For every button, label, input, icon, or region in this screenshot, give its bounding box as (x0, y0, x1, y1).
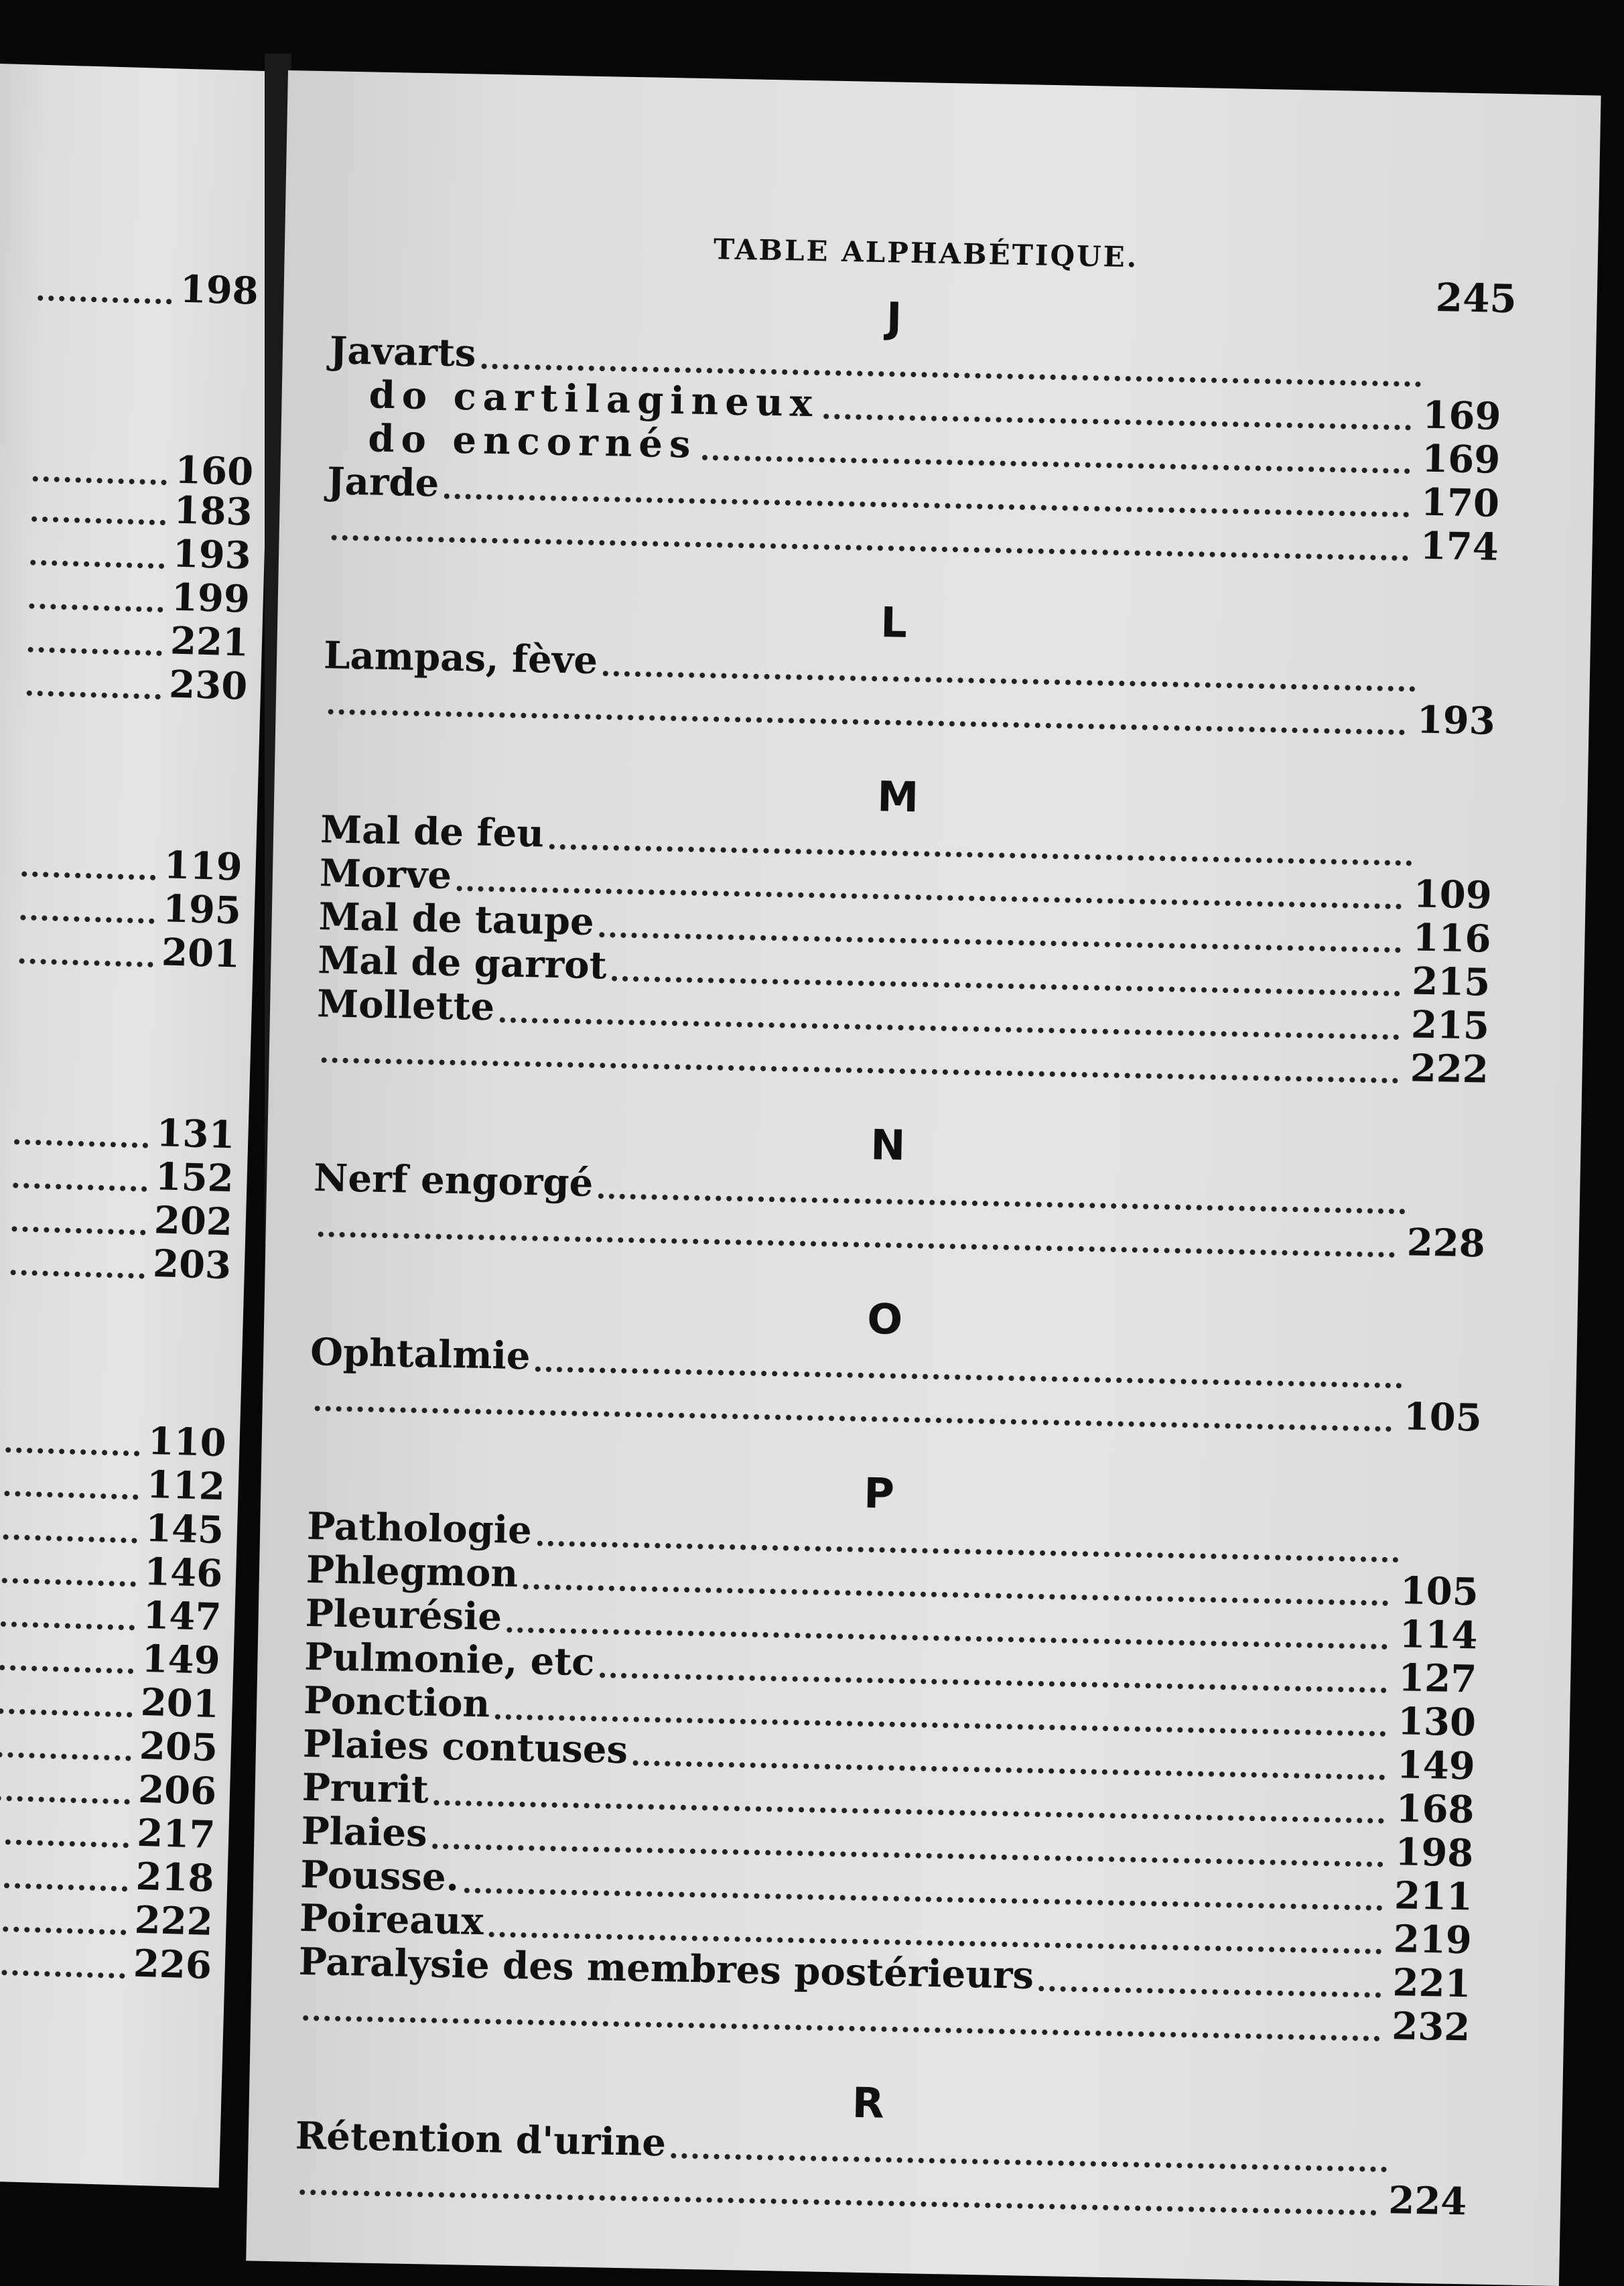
entry-label: Ophtalmie (310, 1329, 531, 1379)
entry-page-number: 193 (1416, 697, 1496, 744)
left-page-number: 145 (145, 1505, 224, 1553)
dot-leader (0, 1665, 133, 1674)
left-page-entry (0, 1897, 213, 1944)
left-page-entry (10, 1240, 232, 1288)
entry-label: Jarde (326, 459, 439, 506)
entry-page-number: 174 (1420, 523, 1499, 569)
dot-leader (31, 517, 165, 526)
dot-leader (4, 1491, 138, 1500)
dot-leader (13, 1183, 147, 1192)
dot-leader (11, 1226, 145, 1235)
dot-leader (671, 2153, 1387, 2173)
left-page-entry (0, 1940, 212, 1988)
entry-page-number: 222 (1410, 1046, 1489, 1092)
entry-page-number: 170 (1420, 480, 1500, 526)
dot-leader (3, 1534, 137, 1544)
dot-leader (19, 958, 153, 967)
dot-leader (38, 295, 172, 305)
running-title: TABLE ALPHABÉTIQUE. (713, 232, 1139, 274)
entry-label: Morve (319, 851, 452, 898)
left-page (0, 64, 278, 2188)
dot-leader (21, 871, 155, 880)
left-page-number: 206 (137, 1767, 218, 1814)
dot-leader (633, 1760, 1385, 1780)
dot-leader (29, 604, 163, 613)
entry-page-number: 127 (1398, 1656, 1477, 1702)
section-letter: L (880, 598, 908, 647)
section-letter: J (886, 293, 902, 342)
entry-page-number: 149 (1396, 1743, 1476, 1789)
left-page-number: 201 (139, 1680, 220, 1727)
dot-leader (824, 413, 1412, 430)
left-page-entry (4, 1461, 226, 1509)
dot-leader (328, 709, 1406, 735)
page-header (284, 224, 1598, 322)
left-page-entry (3, 1505, 224, 1552)
left-page-number: 230 (168, 662, 249, 709)
entry-page-number: 109 (1413, 872, 1493, 918)
left-page-number: 217 (136, 1810, 216, 1857)
left-page-entry (26, 661, 248, 708)
left-page-number: 146 (143, 1549, 224, 1597)
left-page-number: 202 (153, 1198, 233, 1245)
entry-page-number: 116 (1412, 915, 1492, 961)
dot-leader (2, 1578, 136, 1587)
left-page-number: 198 (179, 267, 259, 314)
entry-label: do cartilagineux (368, 373, 819, 426)
dot-leader (315, 1406, 1392, 1432)
entry-label: Plaies (300, 1808, 428, 1856)
left-page-number: 160 (174, 448, 255, 494)
left-page-entry (38, 266, 259, 314)
left-page-entry (1, 1548, 223, 1596)
left-page-number: 222 (133, 1897, 214, 1944)
entry-label: Lampas, fève (323, 633, 598, 683)
left-page-entry (0, 1723, 218, 1770)
left-page-entry (13, 1153, 234, 1201)
left-page-entry (14, 1110, 236, 1157)
entry-label: Nerf engorgé (313, 1156, 594, 1206)
entry-page-number: 169 (1422, 393, 1502, 439)
section-letter: N (870, 1120, 906, 1170)
section-letter: R (852, 2078, 885, 2128)
entry-label: Mal de feu (320, 807, 545, 856)
entry-page-number: 105 (1403, 1394, 1483, 1440)
dot-leader (0, 1970, 125, 1979)
entry-page-number: 130 (1397, 1699, 1477, 1745)
dot-leader (11, 1270, 145, 1279)
left-page-number: 201 (161, 930, 241, 977)
dot-leader (20, 915, 154, 924)
left-page-entry (0, 1853, 214, 1901)
dot-leader (14, 1139, 148, 1148)
section-letter: M (876, 772, 919, 822)
entry-page-number: 221 (1392, 1960, 1472, 2007)
left-page-number: 226 (133, 1941, 212, 1988)
dot-leader (1039, 1986, 1381, 1998)
entry-label: Ponction (303, 1678, 490, 1727)
left-page-entry (29, 574, 251, 622)
entry-page-number: 114 (1398, 1612, 1479, 1658)
left-page-number: 147 (142, 1593, 222, 1640)
entry-page-number: 211 (1394, 1873, 1473, 1920)
entry-label: do encornés (367, 416, 698, 467)
entry-label: Pousse. (299, 1852, 460, 1900)
left-page-entry (19, 929, 241, 976)
left-page-entry (20, 885, 242, 933)
entry-page-number: 215 (1410, 1002, 1490, 1049)
entry-page-number: 198 (1394, 1830, 1474, 1876)
entry-page-number: 228 (1406, 1220, 1486, 1266)
entry-page-number: 232 (1391, 2004, 1471, 2050)
left-page-number: 199 (171, 575, 251, 622)
entry-label: Pathologie (306, 1503, 533, 1553)
left-page-entry (0, 1635, 220, 1683)
entry-label: Pleurésie (305, 1591, 502, 1639)
entry-label: Mal de taupe (318, 894, 595, 944)
entry-label: Rétention d'urine (295, 2113, 667, 2165)
entry-label: Javarts (329, 328, 477, 376)
dot-leader (318, 1231, 1396, 1258)
left-page-entry (1, 1592, 222, 1639)
entry-page-number: 105 (1400, 1568, 1479, 1615)
entry-label: Paralysie des membres postérieurs (298, 1939, 1034, 1998)
entry-label: Pulmonie, etc (303, 1634, 596, 1685)
left-page-number: 149 (141, 1636, 221, 1684)
left-page-number: 131 (155, 1111, 236, 1158)
left-page-number: 195 (162, 886, 242, 933)
dot-leader (27, 690, 161, 699)
entry-label: Plaies contuses (302, 1721, 628, 1773)
dot-leader (1, 1621, 135, 1631)
left-page-number: 183 (173, 488, 253, 535)
entry-label: Prurit (301, 1765, 429, 1812)
dot-leader (0, 1796, 130, 1805)
left-page-number: 205 (139, 1723, 218, 1771)
left-page-number: 112 (146, 1462, 226, 1509)
dot-leader (30, 560, 164, 569)
left-page-number: 110 (147, 1418, 227, 1466)
dot-leader (332, 535, 1409, 561)
left-page-number: 119 (163, 843, 243, 890)
entry-label: Mal de garrot (317, 938, 608, 988)
dot-leader (5, 1447, 139, 1457)
dot-leader (0, 1839, 129, 1848)
left-page-number: 152 (154, 1154, 234, 1201)
left-page-entry (21, 842, 243, 889)
left-page-number: 193 (172, 531, 252, 578)
entry-page-number: 215 (1411, 959, 1491, 1005)
dot-leader (0, 1708, 132, 1718)
dot-leader (299, 2190, 1377, 2216)
left-page-number: 218 (135, 1854, 215, 1901)
left-page-number: 203 (152, 1241, 232, 1288)
entry-page-number: 168 (1395, 1786, 1475, 1832)
dot-leader (0, 1883, 127, 1892)
entry-page-number: 169 (1421, 436, 1501, 482)
dot-leader (702, 455, 1410, 474)
entry-page-number: 219 (1393, 1917, 1473, 1963)
dot-leader (0, 1926, 126, 1936)
dot-leader (33, 476, 167, 486)
dot-leader (28, 647, 162, 657)
left-page-entry (11, 1197, 233, 1244)
right-page (246, 70, 1601, 2286)
dot-leader (0, 1752, 131, 1761)
entry-label: Phlegmon (306, 1547, 519, 1596)
left-page-entry (27, 618, 249, 665)
left-page-entry (0, 1810, 216, 1857)
entry-label: Mollette (316, 982, 495, 1030)
dot-leader (303, 2015, 1380, 2041)
left-page-entry (5, 1418, 227, 1465)
left-page-entry (0, 1766, 217, 1814)
page-number: 245 (1435, 274, 1517, 322)
left-page-number: 221 (170, 618, 249, 665)
dot-leader (322, 1057, 1399, 1083)
left-page-entry (30, 531, 252, 578)
entry-page-number: 224 (1388, 2178, 1467, 2224)
left-page-entry (31, 487, 253, 535)
section-letter: O (866, 1294, 903, 1344)
entry-label: Poireaux (299, 1895, 484, 1944)
left-page-entry (0, 1679, 220, 1727)
section-letter: P (863, 1468, 895, 1518)
